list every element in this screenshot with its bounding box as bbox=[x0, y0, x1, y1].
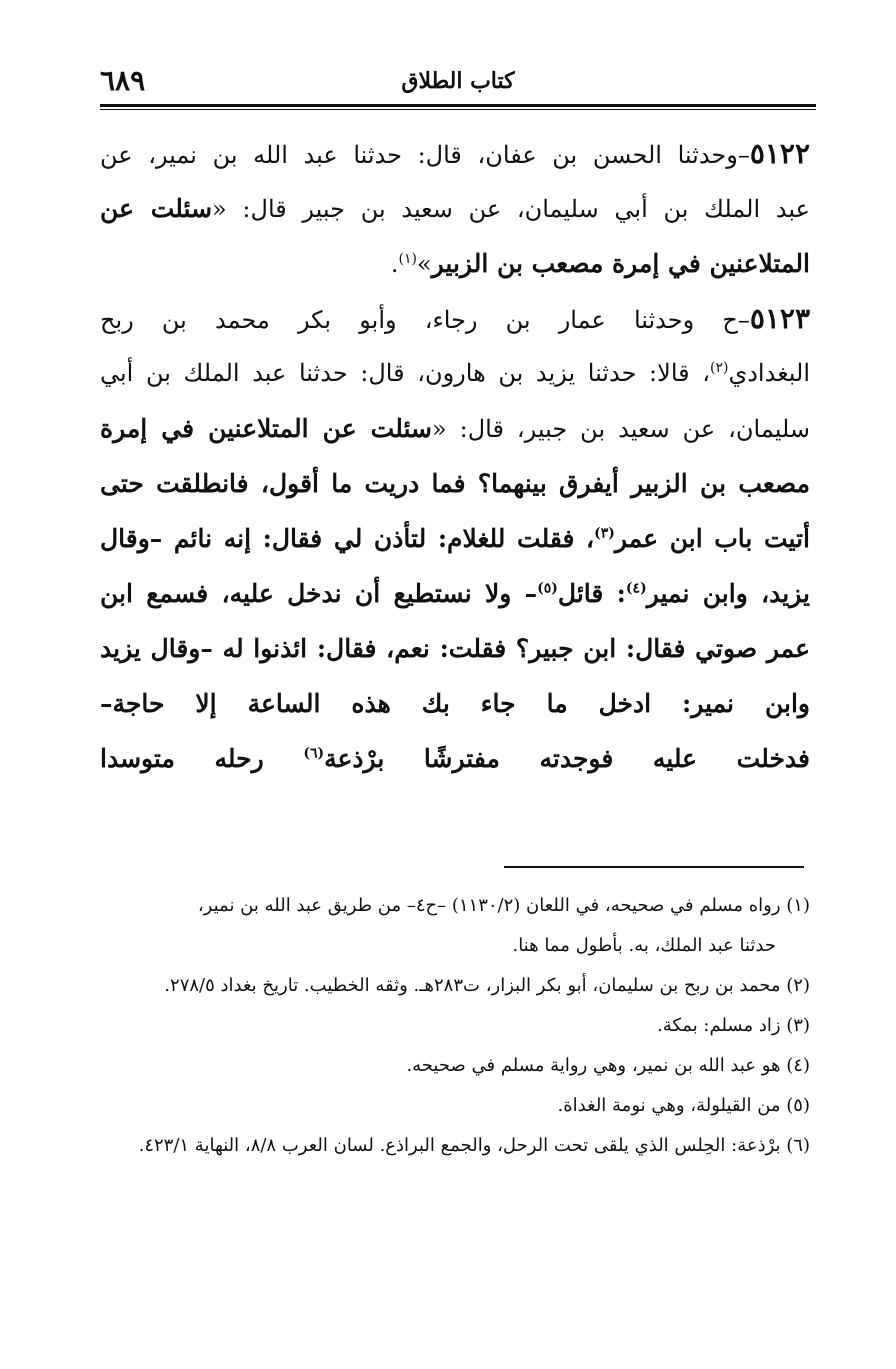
hadith-5123-line-2 bbox=[100, 346, 810, 401]
hadith-5123-line-8: وابن نمير: ادخل ما جاء بك هذه الساعة إلا حاجة– bbox=[100, 689, 810, 718]
hadith-5123-line-4: مصعب بن الزبير أيفرق بينهما؟ فما دريت ما أقول، فانطلقت حتى bbox=[100, 469, 810, 498]
period: . bbox=[390, 250, 399, 278]
page-number: ٦٨٩ bbox=[100, 64, 146, 97]
hadith-5123-line-3 bbox=[100, 401, 810, 456]
text-span: عبد الملك بن أبي سليمان، عن سعيد بن جبير قال: « bbox=[212, 195, 810, 223]
text-span: ، قالا: حدثنا يزيد بن هارون، قال: حدثنا عبد الملك بن أبي bbox=[100, 359, 710, 387]
chapter-title: كتاب الطلاق bbox=[401, 68, 515, 94]
footnote-1-continued: حدثنا عبد الملك، به. بأطول مما هنا. bbox=[512, 935, 776, 956]
hadith-5123-line-6 bbox=[100, 566, 810, 621]
footnote-ref[interactable]: (٤) bbox=[625, 580, 647, 597]
footnote-2: (٢) محمد بن ربح بن سليمان، أبو بكر البزار، ت٢٨٣هـ. وثقه الخطيب. تاريخ بغداد ٢٧٨/٥. bbox=[164, 975, 810, 996]
matn-span: : قائل bbox=[557, 579, 626, 608]
matn-span: سئلت عن المتلاعنين في إمرة bbox=[100, 414, 432, 443]
hadith-number: ٥١٢٣ bbox=[749, 302, 810, 335]
text-span: سليمان، عن سعيد بن جبير، قال: « bbox=[431, 415, 810, 443]
hadith-5122-line-1 bbox=[100, 126, 810, 181]
matn-span: سئلت عن bbox=[100, 194, 213, 223]
header-rule-thin bbox=[100, 109, 816, 110]
footnote-6: (٦) برْذعة: الحِلس الذي يلقى تحت الرحل، والجمع البراذع. لسان العرب ٨/٨، النهاية ٤٢٣/١. bbox=[138, 1135, 810, 1156]
hadith-5122-line-3 bbox=[100, 236, 810, 291]
footnotes bbox=[94, 886, 810, 1166]
matn-span: – ولا نستطيع أن ندخل عليه، فسمع ابن bbox=[100, 579, 538, 608]
footnote-ref[interactable]: (٣) bbox=[594, 525, 615, 542]
matn-span: يزيد، وابن نمير bbox=[646, 579, 810, 608]
hadith-5123-line-5 bbox=[100, 511, 810, 566]
hadith-number: ٥١٢٢ bbox=[749, 137, 810, 170]
header-rule bbox=[100, 104, 816, 107]
footnote-ref[interactable]: (٥) bbox=[537, 580, 558, 597]
footnote-1: (١) رواه مسلم في صحيحه، في اللعان (١١٣٠/٢) –ح٤– من طريق عبد الله بن نمير، bbox=[197, 895, 810, 916]
matn-span: فدخلت عليه فوجدته مفترشًا برْذعة bbox=[324, 744, 810, 773]
matn-span: أتيت باب ابن عمر bbox=[614, 524, 810, 553]
hadith-5123-line-7: عمر صوتي فقال: ابن جبير؟ فقلت: نعم، فقال: ائذنوا له –وقال يزيد bbox=[100, 634, 810, 663]
matn-span: رحله متوسدا bbox=[100, 744, 304, 773]
text-span: –ح وحدثنا عمار بن رجاء، وأبو بكر محمد بن ربح bbox=[100, 306, 750, 334]
footnote-ref[interactable]: (٢) bbox=[709, 360, 729, 376]
footnote-separator bbox=[504, 866, 804, 868]
hadith-5122-line-2 bbox=[100, 181, 810, 236]
footnote-ref[interactable]: (٦) bbox=[303, 745, 325, 762]
footnote-ref[interactable]: (١) bbox=[398, 251, 417, 267]
matn-span: ، فقلت للغلام: لتأذن لي فقال: إنه نائم –وقال bbox=[100, 524, 595, 553]
hadith-5123-line-9 bbox=[100, 731, 810, 786]
text-span: –وحدثنا الحسن بن عفان، قال: حدثنا عبد الله بن نمير، عن bbox=[100, 141, 750, 169]
quote-close: » bbox=[416, 250, 432, 278]
matn-span: المتلاعنين في إمرة مصعب بن الزبير bbox=[431, 249, 810, 278]
footnote-5: (٥) من القيلولة، وهي نومة الغداة. bbox=[557, 1095, 810, 1116]
text-span: البغدادي bbox=[728, 359, 810, 387]
footnote-4: (٤) هو عبد الله بن نمير، وهي رواية مسلم في صحيحه. bbox=[406, 1055, 810, 1076]
footnote-3: (٣) زاد مسلم: بمكة. bbox=[656, 1015, 810, 1036]
main-text bbox=[100, 126, 810, 786]
running-header bbox=[100, 64, 816, 102]
hadith-5123-line-1 bbox=[100, 291, 810, 346]
